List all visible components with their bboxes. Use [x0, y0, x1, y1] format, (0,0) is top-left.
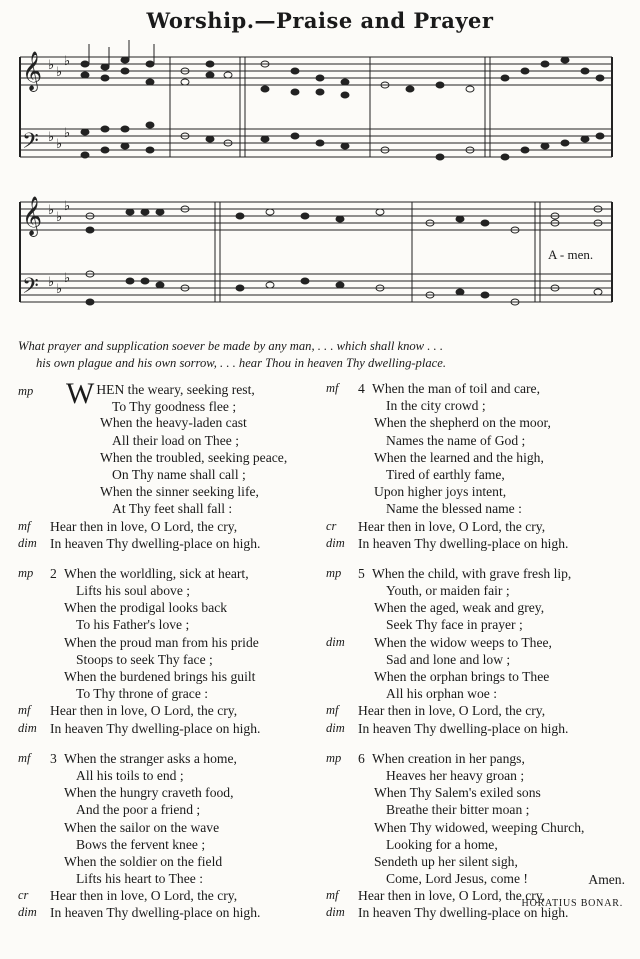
- dynamic-mark: mf: [18, 518, 31, 533]
- verse-line: When the burdened brings his guilt: [64, 669, 256, 685]
- dynamic-mark: dim: [18, 535, 37, 550]
- verse-line: In heaven Thy dwelling-place on high.: [50, 720, 261, 736]
- svg-text:𝄞: 𝄞: [22, 196, 43, 236]
- verse-number: 6: [358, 750, 365, 766]
- verse-line: To Thy throne of grace :: [76, 686, 209, 702]
- verse-line: Hear then in love, O Lord, the cry,: [50, 888, 238, 904]
- verse-5: [326, 565, 626, 737]
- verse-line: Bows the fervent knee ;: [76, 836, 206, 852]
- svg-text:♭: ♭: [56, 282, 63, 297]
- verse-line: In heaven Thy dwelling-place on high.: [358, 720, 569, 736]
- verse-line: Hear then in love, O Lord, the cry,: [358, 703, 546, 719]
- dynamic-mark: dim: [18, 720, 37, 735]
- verses-right-column: [326, 380, 626, 935]
- verse-line: Hear then in love, O Lord, the cry,: [358, 888, 546, 904]
- verse-line: When the soldier on the field: [64, 853, 223, 869]
- dynamic-mark: mp: [18, 565, 34, 580]
- epigraph-line-2: his own plague and his own sorrow, . . . hear Thou in heaven Thy dwelling-place.: [36, 356, 446, 370]
- verse-line: On Thy name shall call ;: [112, 466, 246, 482]
- verse-line: When creation in her pangs,: [372, 750, 525, 766]
- verse-line: When the troubled, seeking peace,: [100, 449, 288, 465]
- verse-line: When the hungry craveth food,: [64, 785, 234, 801]
- verse-line: All his orphan woe :: [386, 686, 498, 702]
- verse-number: 5: [358, 565, 365, 581]
- verse-line: When the widow weeps to Thee,: [374, 634, 552, 650]
- verse-line: To his Father's love ;: [76, 617, 190, 633]
- drop-cap: W: [66, 377, 95, 410]
- verse-line: When the proud man from his pride: [64, 634, 259, 650]
- amen-music-label: A - men.: [548, 247, 594, 262]
- svg-text:♭: ♭: [48, 203, 55, 218]
- svg-text:♭: ♭: [48, 58, 55, 73]
- dynamic-mark: mf: [326, 888, 339, 903]
- svg-text:♭: ♭: [64, 199, 71, 214]
- verse-number: 3: [50, 750, 57, 766]
- verse-line: At Thy feet shall fall :: [112, 501, 233, 517]
- verse-line: All his toils to end ;: [76, 767, 184, 783]
- verse-line: Sendeth up her silent sigh,: [374, 853, 518, 869]
- verse-line: Youth, or maiden fair ;: [386, 583, 510, 599]
- dynamic-mark: dim: [18, 905, 37, 920]
- svg-text:♭: ♭: [56, 210, 63, 225]
- verse-line: In heaven Thy dwelling-place on high.: [50, 905, 261, 921]
- verse-line: And the poor a friend ;: [76, 802, 201, 818]
- verse-line: Name the blessed name :: [386, 501, 522, 517]
- verse-line: HEN the weary, seeking rest,: [96, 382, 255, 397]
- verse-line: When the aged, weak and grey,: [374, 600, 545, 616]
- music-score: [0, 0, 640, 330]
- verse-line: All their load on Thee ;: [112, 432, 239, 448]
- svg-text:♭: ♭: [56, 65, 63, 80]
- amen-text: Amen.: [588, 872, 625, 887]
- verse-line: Lifts his heart to Thee :: [76, 871, 203, 887]
- verse-line: Looking for a home,: [386, 836, 498, 852]
- verse-line: Hear then in love, O Lord, the cry,: [358, 518, 546, 534]
- svg-text:𝄢: 𝄢: [22, 274, 39, 304]
- verse-line: Tired of earthly fame,: [386, 466, 505, 482]
- epigraph-line-1: What prayer and supplication soever be made by any man, . . . which shall know . . .: [18, 339, 443, 353]
- verse-line: In the city crowd ;: [386, 398, 486, 414]
- svg-text:♭: ♭: [64, 126, 71, 141]
- svg-text:♭: ♭: [48, 275, 55, 290]
- dynamic-mark: mp: [326, 750, 342, 765]
- verse-number: 2: [50, 565, 57, 581]
- dynamic-mark: mp: [326, 565, 342, 580]
- verse-line: In heaven Thy dwelling-place on high.: [50, 535, 261, 551]
- verse-line: Names the name of God ;: [386, 432, 526, 448]
- dynamic-mark: cr: [326, 518, 337, 533]
- verse-line: When the sinner seeking life,: [100, 484, 259, 500]
- svg-text:♭: ♭: [64, 271, 71, 286]
- verse-line: In heaven Thy dwelling-place on high.: [358, 535, 569, 551]
- dynamic-mark: mf: [326, 381, 339, 395]
- svg-text:♭: ♭: [56, 137, 63, 152]
- dynamic-mark: dim: [326, 905, 345, 920]
- verse-line: When the stranger asks a home,: [64, 750, 237, 766]
- verse-6: [326, 750, 626, 922]
- verse-line: Hear then in love, O Lord, the cry,: [50, 518, 238, 534]
- dynamic-mark: mp: [18, 384, 34, 398]
- verse-line: When the man of toil and care,: [372, 381, 540, 396]
- dynamic-mark: mf: [326, 703, 339, 718]
- dynamic-mark: dim: [326, 535, 345, 550]
- verse-line: When the prodigal looks back: [64, 600, 228, 616]
- dynamic-mark: cr: [18, 888, 29, 903]
- verse-line: When the orphan brings to Thee: [374, 669, 550, 684]
- verse-line: Seek Thy face in prayer ;: [386, 617, 523, 633]
- svg-text:𝄞: 𝄞: [22, 51, 43, 91]
- verse-line: When Thy Salem's exiled sons: [374, 785, 541, 801]
- author-credit: HORATIUS BONAR.: [521, 898, 623, 909]
- verse-line: Stoops to seek Thy face ;: [76, 651, 213, 667]
- verse-number: 4: [358, 381, 365, 396]
- verses-left-column: [18, 377, 318, 935]
- verse-1: [18, 377, 318, 552]
- verse-2: [18, 565, 318, 737]
- verse-line: When the worldling, sick at heart,: [64, 565, 249, 581]
- verse-line: When the sailor on the wave: [64, 819, 220, 835]
- verse-line: Heaves her heavy groan ;: [386, 767, 525, 783]
- verse-line: When the heavy-laden cast: [100, 415, 247, 431]
- verse-line: Hear then in love, O Lord, the cry,: [50, 703, 238, 719]
- dynamic-mark: dim: [326, 634, 345, 649]
- verse-4: [326, 380, 626, 552]
- svg-text:𝄢: 𝄢: [22, 129, 39, 159]
- verse-line: When the child, with grave fresh lip,: [372, 565, 572, 581]
- verse-line: Come, Lord Jesus, come !: [386, 871, 528, 887]
- verse-line: To Thy goodness flee ;: [112, 399, 237, 414]
- verse-line: Upon higher joys intent,: [374, 484, 507, 500]
- verse-line: Lifts his soul above ;: [76, 583, 191, 599]
- verse-line: When the learned and the high,: [374, 449, 544, 465]
- verse-3: [18, 750, 318, 922]
- verse-line: Breathe their bitter moan ;: [386, 802, 530, 818]
- dynamic-mark: mf: [18, 750, 31, 765]
- verse-line: When Thy widowed, weeping Church,: [374, 819, 585, 835]
- hymn-title: Worship.—Praise and Prayer: [146, 8, 494, 33]
- svg-text:♭: ♭: [64, 54, 71, 69]
- dynamic-mark: mf: [18, 703, 31, 718]
- svg-text:♭: ♭: [48, 130, 55, 145]
- verse-line: Sad and lone and low ;: [386, 651, 511, 667]
- dynamic-mark: dim: [326, 720, 345, 735]
- verse-line: In heaven Thy dwelling-place on high.: [358, 905, 569, 921]
- verse-line: When the shepherd on the moor,: [374, 415, 551, 431]
